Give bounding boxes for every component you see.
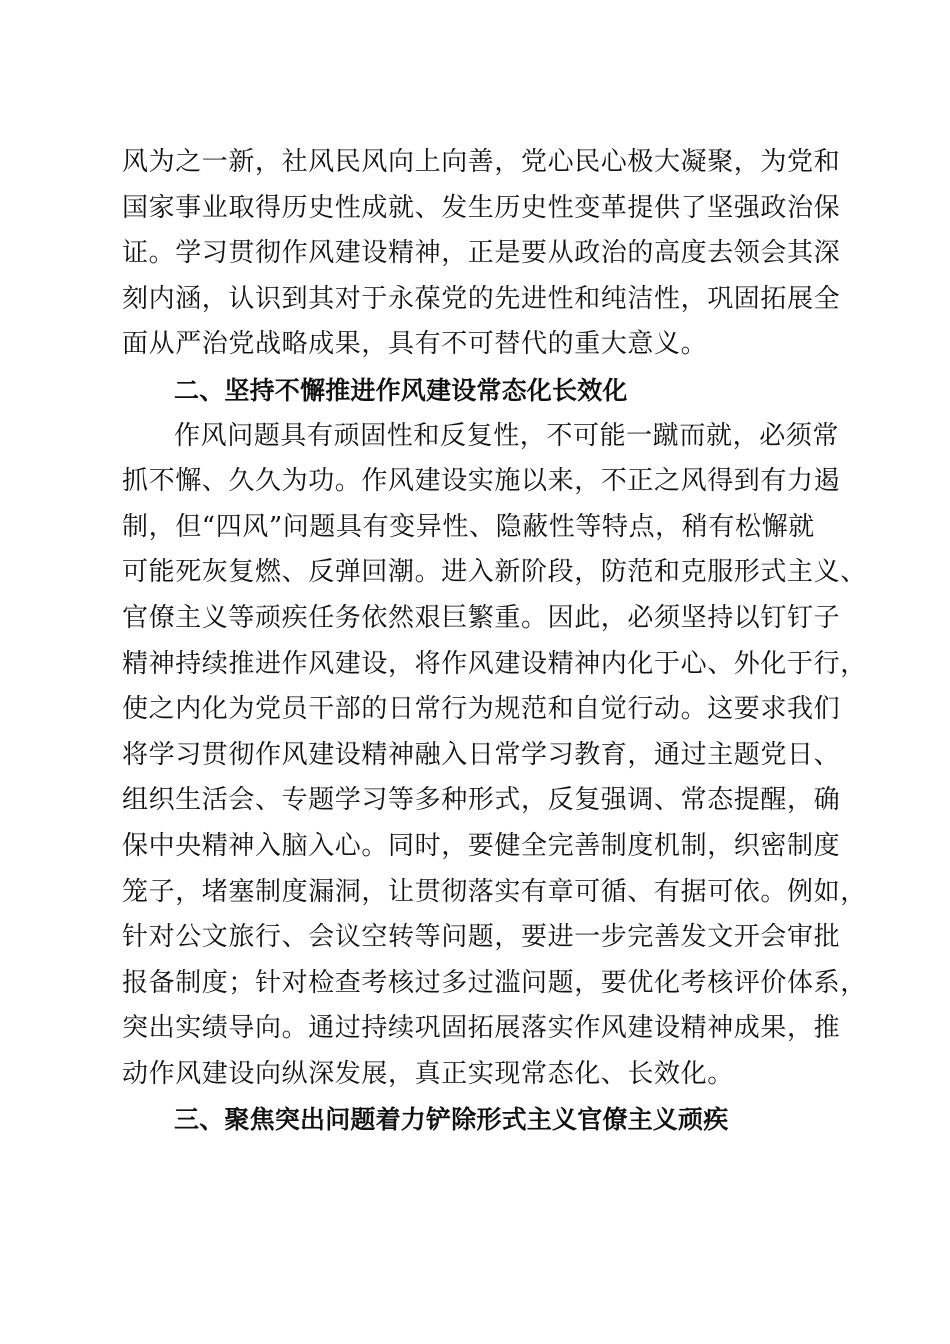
paragraph-line: 制，但“四风”问题具有变异性、隐蔽性等特点，稍有松懈就 <box>122 511 815 542</box>
paragraph-line: 证。学习贯彻作风建设精神，正是要从政治的高度去领会其深 <box>122 238 841 269</box>
paragraph-line: 可能死灰复燃、反弹回潮。进入新阶段，防范和克服形式主义、 <box>122 557 867 588</box>
paragraph-line: 国家事业取得历史性成就、发生历史性变革提供了坚强政治保 <box>122 192 841 223</box>
paragraph-line: 动作风建设向纵深发展，真正实现常态化、长效化。 <box>122 1058 734 1089</box>
paragraph-line: 将学习贯彻作风建设精神融入日常学习教育，通过主题党日、 <box>122 739 841 770</box>
section-heading-3: 三、聚焦突出问题着力铲除形式主义官僚主义顽疾 <box>174 1105 729 1135</box>
paragraph-line: 风为之一新，社风民风向上向善，党心民心极大凝聚，为党和 <box>122 147 841 177</box>
paragraph-line: 作风问题具有顽固性和反复性，不可能一蹴而就，必须常 <box>174 420 840 451</box>
paragraph-continuation <box>122 140 841 368</box>
paragraph-line: 保中央精神入脑入心。同时，要健全完善制度机制，织密制度 <box>122 830 841 861</box>
paragraph-line: 突出实绩导向。通过持续巩固拓展落实作风建设精神成果，推 <box>122 1013 841 1044</box>
paragraph-line: 报备制度；针对检查考核过多过滥问题，要优化考核评价体系， <box>122 967 867 998</box>
paragraph-line: 抓不懈、久久为功。作风建设实施以来，不正之风得到有力遏 <box>122 466 841 497</box>
paragraph-line: 使之内化为党员干部的日常行为规范和自觉行动。这要求我们 <box>122 694 841 725</box>
paragraph-line: 针对公文旅行、会议空转等问题，要进一步完善发文开会审批 <box>122 922 841 953</box>
paragraph-section-2 <box>122 414 867 1098</box>
paragraph-line: 精神持续推进作风建设，将作风建设精神内化于心、外化于行， <box>122 648 867 679</box>
paragraph-line: 刻内涵，认识到其对于永葆党的先进性和纯洁性，巩固拓展全 <box>122 283 841 314</box>
paragraph-line: 面从严治党战略成果，具有不可替代的重大意义。 <box>122 329 708 360</box>
document-body <box>122 140 867 1143</box>
paragraph-line: 组织生活会、专题学习等多种形式，反复强调、常态提醒，确 <box>122 785 841 816</box>
paragraph-line: 官僚主义等顽疾任务依然艰巨繁重。因此，必须坚持以钉钉子 <box>122 602 841 633</box>
paragraph-line: 笼子，堵塞制度漏洞，让贯彻落实有章可循、有据可依。例如， <box>122 876 867 907</box>
section-heading-2: 二、坚持不懈推进作风建设常态化长效化 <box>174 375 628 405</box>
